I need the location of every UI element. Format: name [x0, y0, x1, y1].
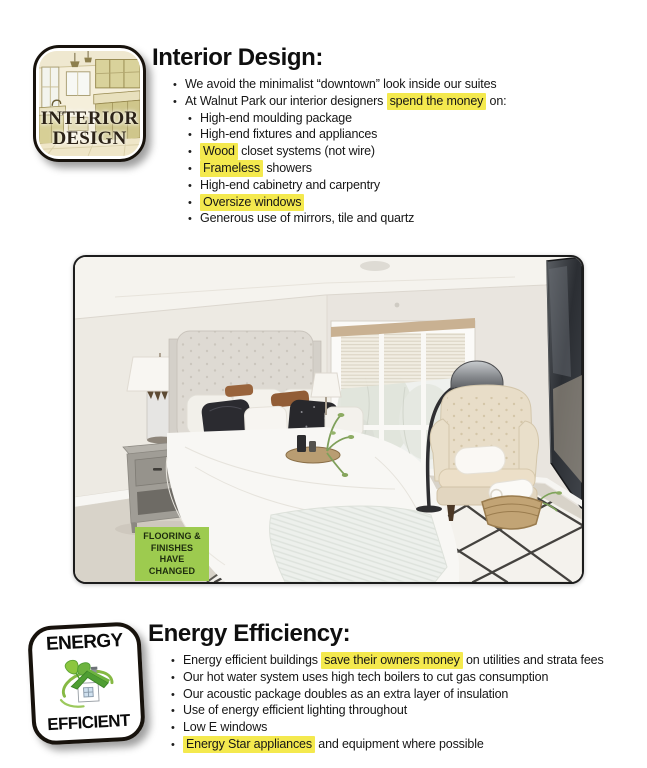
- bullet-item: [200, 210, 506, 227]
- bullet-text: Our hot water system uses high tech boilers to cut gas consumption: [183, 669, 549, 684]
- bullet-item: [200, 110, 506, 127]
- interior-badge-word-2: DESIGN: [52, 128, 127, 149]
- flag-line-2: FINISHES: [150, 542, 194, 553]
- bullet-text: Use of energy efficient lighting throughout: [183, 703, 408, 718]
- interior-badge-frame: [33, 45, 146, 162]
- flooring-flag: [135, 527, 209, 581]
- bullet-item: [183, 702, 604, 719]
- energy-bullet-list: [183, 652, 604, 753]
- bullet-text: High-end fixtures and appliances: [200, 127, 378, 142]
- energy-badge-frame: [27, 621, 146, 746]
- bullet-text: Low E windows: [183, 720, 268, 735]
- bullet-item: [200, 126, 506, 143]
- flag-line-1: FLOORING &: [143, 531, 201, 541]
- interior-heading: Interior Design:: [152, 44, 323, 71]
- bullet-text: closet systems (not wire): [237, 144, 375, 159]
- highlight: save their owners money: [321, 652, 463, 669]
- energy-heading: Energy Efficiency:: [148, 620, 351, 647]
- bullet-text: At Walnut Park our interior designers: [185, 93, 387, 108]
- bullet-item: [200, 160, 506, 177]
- bullet-text: on:: [486, 93, 507, 108]
- bullet-text: High-end moulding package: [200, 110, 352, 125]
- bullet-text: showers: [263, 160, 312, 175]
- bedroom-photo: [73, 255, 584, 584]
- bullet-item: [185, 93, 506, 110]
- bullet-item: [200, 143, 506, 160]
- bullet-text: on utilities and strata fees: [462, 653, 604, 667]
- bullet-item: [183, 736, 604, 753]
- bullet-text: and equipment where possible: [314, 736, 484, 751]
- highlight: Frameless: [200, 160, 263, 177]
- highlight: Wood: [200, 143, 238, 160]
- green-house-icon: [52, 656, 121, 709]
- bullet-text: Our acoustic package doubles as an extra layer of insulation: [183, 686, 509, 701]
- bullet-item: [183, 686, 604, 703]
- highlight: Oversize windows: [200, 194, 304, 211]
- highlight: Energy Star appliances: [183, 736, 315, 753]
- foot-throw: [270, 506, 447, 582]
- bullet-item: [200, 177, 506, 194]
- interior-sub-bullet-list: [200, 110, 506, 228]
- energy-badge-word-1: ENERGY: [45, 630, 124, 656]
- bullet-item: [183, 669, 604, 686]
- interior-design-badge: [33, 45, 146, 162]
- flag-line-3: HAVE CHANGED: [148, 554, 196, 576]
- bullet-text: We avoid the minimalist “downtown” look inside our suites: [185, 77, 497, 91]
- bullet-item: [185, 76, 506, 93]
- bullet-text: Generous use of mirrors, tile and quartz: [200, 211, 415, 226]
- energy-efficient-badge: [27, 621, 146, 746]
- bullet-item: [183, 652, 604, 669]
- bullet-item: [183, 719, 604, 736]
- interior-badge-word-1: INTERIOR: [40, 108, 139, 129]
- energy-badge-word-2: EFFICIENT: [46, 710, 131, 735]
- highlight: spend the money: [387, 93, 487, 110]
- bullet-item: [200, 194, 506, 211]
- interior-bullet-list: [185, 76, 506, 227]
- bullet-text: Energy efficient buildings: [183, 653, 322, 667]
- bullet-text: High-end cabinetry and carpentry: [200, 177, 381, 192]
